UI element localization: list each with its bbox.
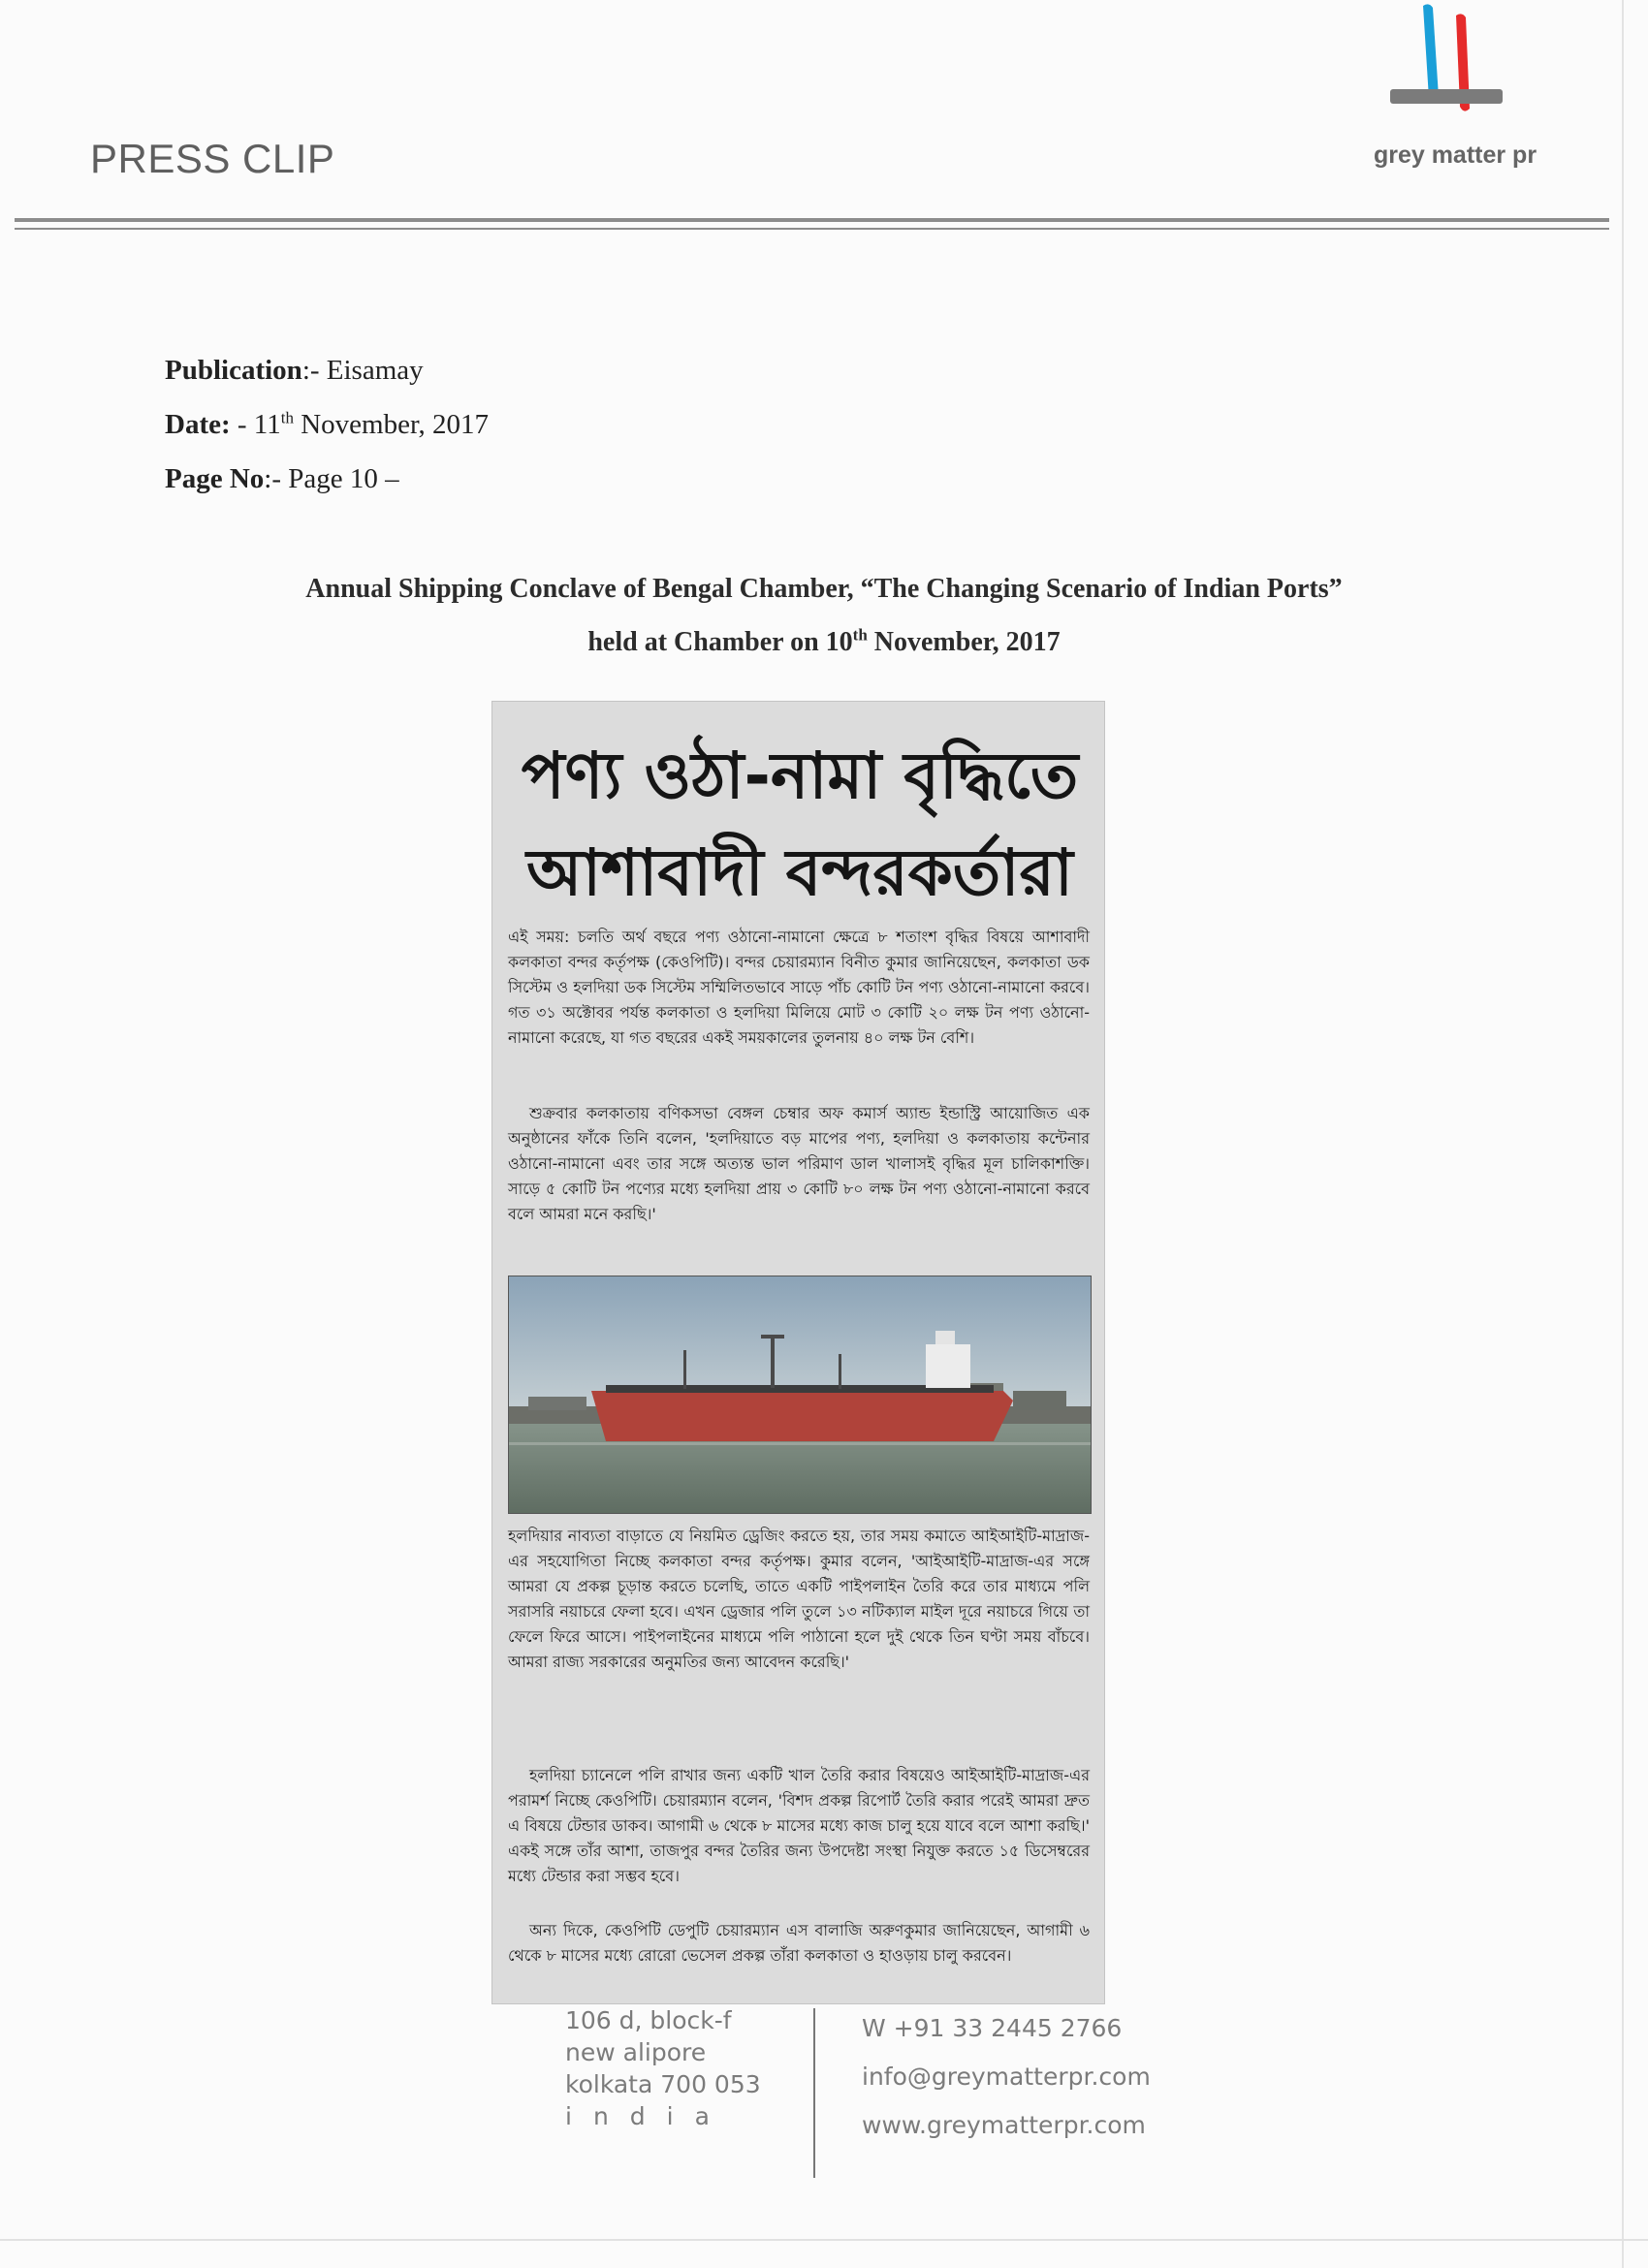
event-title-line-2	[116, 627, 1532, 658]
logo-wordmark: grey matter pr	[1373, 142, 1537, 169]
cargo-ship-image	[509, 1276, 1091, 1513]
publication-value: :- Eisamay	[301, 355, 424, 386]
clipping-headline-line-2: আশাবাদী বন্দরকর্তারা	[526, 835, 1073, 910]
website-text: www.greymatterpr.com	[862, 2111, 1146, 2139]
footer-address	[565, 2004, 808, 2132]
logo-mark-icon	[1382, 0, 1508, 121]
event-date-suffix: th	[852, 625, 868, 645]
newspaper-clipping	[491, 701, 1105, 2004]
address-line: 106 d, block-f	[565, 2006, 732, 2034]
address-line: india	[565, 2102, 731, 2130]
page-value: :- Page 10 –	[264, 463, 399, 494]
footer-contact	[862, 2004, 1182, 2150]
date-rest: November, 2017	[293, 409, 489, 440]
article-paragraph: অন্য দিকে, কেওপিটি ডেপুটি চেয়ারম্যান এস বালাজি অরুণকুমার জানিয়েছেন, আগামী ৬ থেকে ৮ মাসের মধ্যে রোরো ভেসেল প্রকল্প তাঁরা কলকাতা ও হাওড়ায় চালু করবেন।	[508, 1921, 1090, 1965]
article-paragraph: হলদিয়া চ্যানেলে পলি রাখার জন্য একটি খাল তৈরি করার বিষয়েও আইআইটি-মাদ্রাজ-এর পরামর্শ নিচ্ছে কেওপিটি। চেয়ারম্যান বলেন, 'বিশদ প্রকল্প রিপোর্ট তৈরি করার পরেই আমরা দ্রুত এ বিষয়ে টেন্ডার ডাকব। আগামী ৬ থেকে ৮ মাসের মধ্যে কাজ চালু হয়ে যাবে বলে আশা করছি।' একই সঙ্গে তাঁর আশা, তাজপুর বন্দর তৈরির জন্য উপদেষ্টা সংস্থা নিযুক্ত করতে ১৫ ডিসেম্বরের মধ্যে টেন্ডার করা সম্ভব হবে।	[508, 1766, 1090, 1885]
address-line: new alipore	[565, 2038, 707, 2066]
footer-divider	[813, 2008, 815, 2178]
article-paragraph: শুক্রবার কলকাতায় বণিকসভা বেঙ্গল চেম্বার অফ কমার্স অ্যান্ড ইন্ডাস্ট্রি আয়োজিত এক অনুষ্ঠানের ফাঁকে তিনি বলেন, 'হলদিয়াতে বড় মাপের পণ্য, হলদিয়া ও কলকাতায় কন্টেনার ওঠানো-নামানো এবং তার সঙ্গে অত্যন্ত ভাল পরিমাণ ডাল খালাসই বৃদ্ধির মূল চালিকাশক্তি। সাড়ে ৫ কোটি টন পণ্যের মধ্যে হলদিয়া প্রায় ৩ কোটি ৮০ লক্ষ টন পণ্য ওঠানো-নামানো করবে বলে আমরা মনে করছি।'	[508, 1104, 1090, 1223]
email-text: info@greymatterpr.com	[862, 2063, 1151, 2091]
page-line	[165, 463, 399, 495]
scan-edge	[0, 2239, 1648, 2241]
address-line: kolkata 700 053	[565, 2070, 761, 2098]
event-title-line-1: Annual Shipping Conclave of Bengal Chamber, “The Changing Scenario of Indian Ports”	[305, 574, 1343, 604]
header-rule	[15, 218, 1609, 222]
date-line	[165, 409, 489, 441]
clipping-headline-line-1: পণ্য ওঠা-নামা বৃদ্ধিতে	[521, 739, 1079, 813]
phone-text: W +91 33 2445 2766	[862, 2014, 1123, 2042]
article-paragraph: হলদিয়ার নাব্যতা বাড়াতে যে নিয়মিত ড্রেজিং করতে হয়, তার সময় কমাতে আইআইটি-মাদ্রাজ-এর সহযোগিতা নিচ্ছে কলকাতা বন্দর কর্তৃপক্ষ। কুমার বলেন, 'আইআইটি-মাদ্রাজ-এর সঙ্গে আমরা যে প্রকল্প চূড়ান্ত করতে চলেছি, তাতে একটি পাইপলাইন তৈরি করে তার মাধ্যমে পলি সরাসরি নয়াচরে ফেলা হবে। এখন ড্রেজার পলি তুলে ১৩ নটিক্যাল মাইল দূরে নয়াচরে গিয়ে তা ফেলে ফিরে আসে। পাইপলাইনের মাধ্যমে পলি পাঠানো হলে দুই থেকে তিন ঘণ্টা সময় বাঁচবে। আমরা রাজ্য সরকারের অনুমতির জন্য আবেদন করেছি।'	[508, 1527, 1090, 1671]
press-clip-label: PRESS CLIP	[90, 136, 335, 181]
grey-matter-logo	[1347, 0, 1561, 184]
page-label: Page No	[165, 463, 265, 494]
ship-photo	[508, 1276, 1092, 1514]
publication-label: Publication	[165, 355, 302, 386]
event-date-rest: November, 2017	[867, 627, 1061, 657]
publication-line	[165, 355, 424, 387]
date-label: Date:	[165, 409, 231, 440]
article-paragraph: এই সময়: চলতি অর্থ বছরে পণ্য ওঠানো-নামানো ক্ষেত্রে ৮ শতাংশ বৃদ্ধির বিষয়ে আশাবাদী কলকাতা বন্দর কর্তৃপক্ষ (কেওপিটি)। বন্দর চেয়ারম্যান বিনীত কুমার জানিয়েছেন, কলকাতা ডক সিস্টেম ও হলদিয়া ডক সিস্টেম সম্মিলিতভাবে সাড়ে পাঁচ কোটি টন পণ্য ওঠানো-নামানো করবে। গত ৩১ অক্টোবর পর্যন্ত কলকাতা ও হলদিয়া মিলিয়ে মোট ৩ কোটি ২০ লক্ষ টন পণ্য ওঠানো-নামানো করেছে, যা গত বছরের একই সময়কালের তুলনায় ৪০ লক্ষ টন বেশি।	[508, 928, 1090, 1047]
event-date-prefix: held at Chamber on 10	[587, 627, 853, 657]
date-suffix: th	[280, 408, 294, 427]
scan-edge	[1622, 0, 1624, 2268]
header-rule	[15, 228, 1609, 230]
date-day: - 11	[230, 409, 281, 440]
